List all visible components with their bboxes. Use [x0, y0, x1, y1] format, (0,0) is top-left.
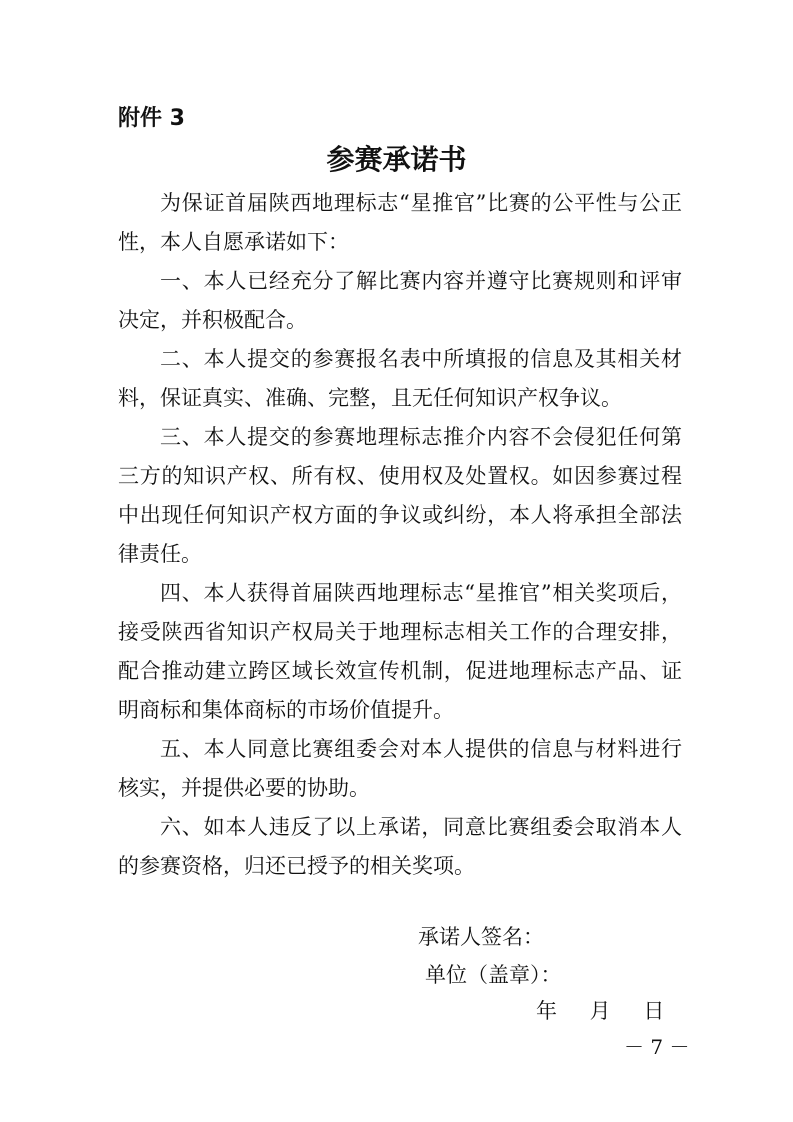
paragraph-1: 一、本人已经充分了解比赛内容并遵守比赛规则和评审决定，并积极配合。: [118, 269, 682, 332]
date-label: 年 月 日: [536, 999, 665, 1023]
paragraph-intro: 为保证首届陕西地理标志“星推官”比赛的公平性与公正性，本人自愿承诺如下：: [118, 191, 682, 254]
paragraph-4: 四、本人获得首届陕西地理标志“星推官”相关奖项后，接受陕西省知识产权局关于地理标志相关工作的合理安排，配合推动建立跨区域长效宣传机制，促进地理标志产品、证明商标和集体商标的市场价值提升。: [118, 581, 682, 722]
paragraph-6: 六、如本人违反了以上承诺，同意比赛组委会取消本人的参赛资格，归还已授予的相关奖项。: [118, 815, 682, 878]
attachment-label: 附件 3: [118, 106, 185, 131]
paragraph-2: 二、本人提交的参赛报名表中所填报的信息及其相关材料，保证真实、准确、完整，且无任何知识产权争议。: [118, 347, 682, 410]
unit-seal-label: 单位（盖章）：: [425, 963, 562, 987]
signer-label: 承诺人签名：: [418, 925, 544, 949]
paragraph-3: 三、本人提交的参赛地理标志推介内容不会侵犯任何第三方的知识产权、所有权、使用权及处置权。如因参赛过程中出现任何知识产权方面的争议或纠纷，本人将承担全部法律责任。: [118, 425, 682, 566]
document-title: 参赛承诺书: [326, 143, 467, 176]
page-number: － 7 －: [624, 1035, 690, 1059]
paragraph-5: 五、本人同意比赛组委会对本人提供的信息与材料进行核实，并提供必要的协助。: [118, 737, 682, 800]
document-body: [118, 184, 682, 886]
